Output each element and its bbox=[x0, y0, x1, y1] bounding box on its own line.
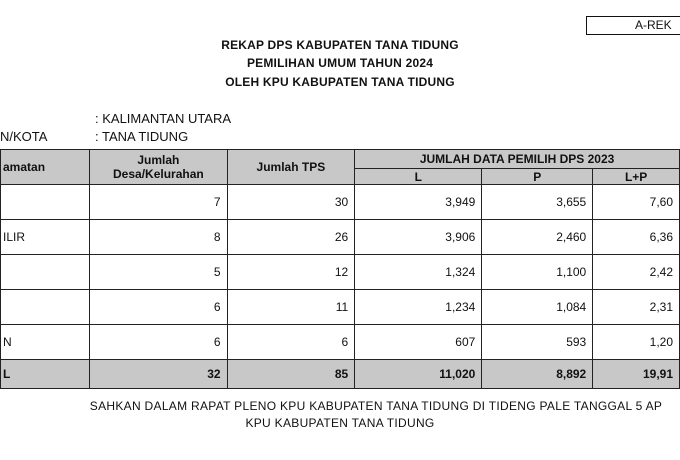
cell-l: 1,234 bbox=[355, 290, 482, 325]
cell-lp: 7,60 bbox=[593, 185, 680, 220]
signatory-institution: KPU KABUPATEN TANA TIDUNG bbox=[245, 416, 435, 430]
cell-tps: 6 bbox=[227, 325, 355, 360]
cell-desa: 8 bbox=[90, 220, 227, 255]
cell-kecamatan: ILIR bbox=[1, 220, 90, 255]
cell-desa: 6 bbox=[90, 325, 227, 360]
header-tps: Jumlah TPS bbox=[227, 150, 355, 185]
province-value: : KALIMANTAN UTARA bbox=[95, 111, 232, 126]
table-row bbox=[1, 325, 680, 360]
total-p: 8,892 bbox=[482, 360, 593, 389]
total-label: L bbox=[1, 360, 90, 389]
header-lp: L+P bbox=[593, 169, 680, 185]
cell-desa: 5 bbox=[90, 255, 227, 290]
cell-kecamatan: N bbox=[1, 325, 90, 360]
recap-table bbox=[0, 149, 680, 389]
header-desa: Jumlah Desa/Kelurahan bbox=[90, 150, 227, 185]
header-p: P bbox=[482, 169, 593, 185]
cell-lp: 2,42 bbox=[593, 255, 680, 290]
cell-tps: 30 bbox=[227, 185, 355, 220]
cell-lp: 2,31 bbox=[593, 290, 680, 325]
approval-statement: SAHKAN DALAM RAPAT PLENO KPU KABUPATEN TANA TIDUNG DI TIDENG PALE TANGGAL 5 AP bbox=[89, 399, 663, 413]
cell-p: 3,655 bbox=[482, 185, 593, 220]
total-lp: 19,91 bbox=[593, 360, 680, 389]
cell-tps: 11 bbox=[227, 290, 355, 325]
cell-p: 2,460 bbox=[482, 220, 593, 255]
header-l: L bbox=[355, 169, 482, 185]
total-desa: 32 bbox=[90, 360, 227, 389]
document-subtitle: PEMILIHAN UMUM TAHUN 2024 bbox=[246, 56, 434, 70]
cell-lp: 6,36 bbox=[593, 220, 680, 255]
cell-lp: 1,20 bbox=[593, 325, 680, 360]
cell-l: 1,324 bbox=[355, 255, 482, 290]
table-row bbox=[1, 185, 680, 220]
cell-tps: 12 bbox=[227, 255, 355, 290]
cell-p: 1,100 bbox=[482, 255, 593, 290]
document-code-box bbox=[586, 16, 680, 35]
header-voter-group: JUMLAH DATA PEMILIH DPS 2023 bbox=[355, 150, 680, 169]
document-title: REKAP DPS KABUPATEN TANA TIDUNG bbox=[221, 38, 459, 52]
table-row bbox=[1, 220, 680, 255]
cell-desa: 7 bbox=[90, 185, 227, 220]
regency-value: : TANA TIDUNG bbox=[95, 129, 189, 144]
total-l: 11,020 bbox=[355, 360, 482, 389]
cell-kecamatan bbox=[1, 255, 90, 290]
regency-label: N/KOTA bbox=[0, 129, 48, 144]
cell-l: 3,906 bbox=[355, 220, 482, 255]
document-issuer: OLEH KPU KABUPATEN TANA TIDUNG bbox=[225, 75, 455, 89]
cell-kecamatan bbox=[1, 290, 90, 325]
document-code: A-REK bbox=[635, 18, 672, 32]
header-kecamatan: amatan bbox=[1, 150, 90, 185]
table-row bbox=[1, 290, 680, 325]
total-row bbox=[1, 360, 680, 389]
total-tps: 85 bbox=[227, 360, 355, 389]
cell-p: 1,084 bbox=[482, 290, 593, 325]
cell-l: 607 bbox=[355, 325, 482, 360]
cell-tps: 26 bbox=[227, 220, 355, 255]
cell-desa: 6 bbox=[90, 290, 227, 325]
cell-kecamatan bbox=[1, 185, 90, 220]
cell-l: 3,949 bbox=[355, 185, 482, 220]
cell-p: 593 bbox=[482, 325, 593, 360]
table-row bbox=[1, 255, 680, 290]
